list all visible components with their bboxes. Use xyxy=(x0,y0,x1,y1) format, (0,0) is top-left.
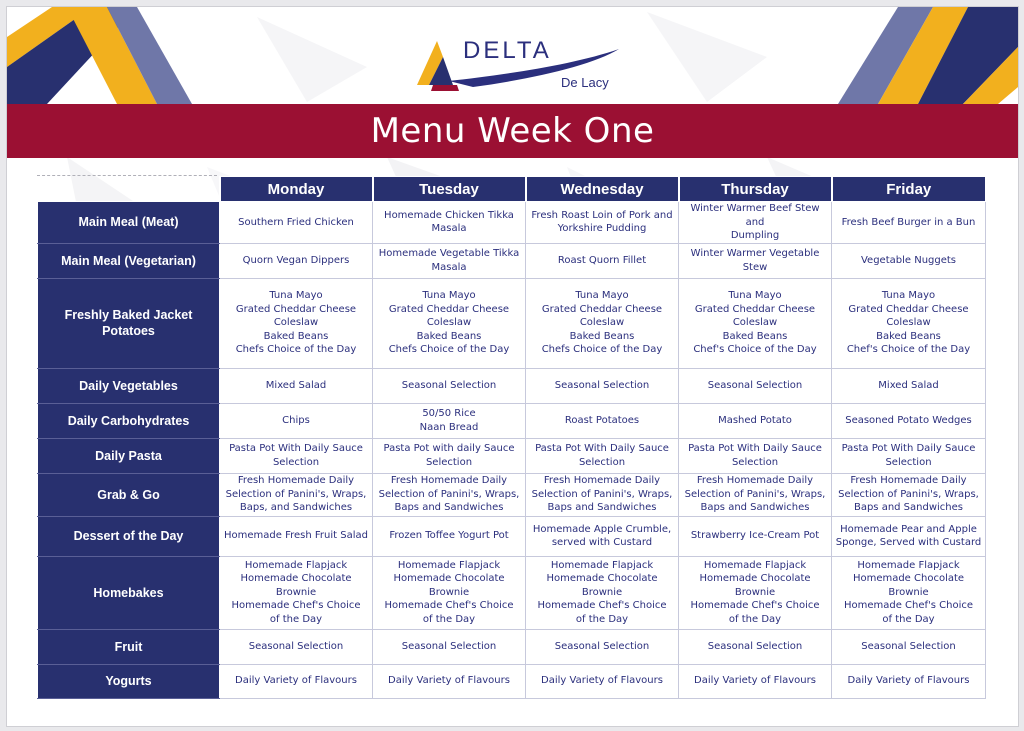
menu-cell: Pasta Pot With Daily Sauce Selection xyxy=(220,438,373,473)
table-row xyxy=(38,403,986,438)
menu-cell: Frozen Toffee Yogurt Pot xyxy=(373,516,526,556)
menu-cell: Seasonal Selection xyxy=(220,629,373,664)
menu-cell: Homemade Chicken Tikka Masala xyxy=(373,202,526,244)
row-label: Daily Pasta xyxy=(38,438,220,473)
table-row xyxy=(38,278,986,368)
menu-cell: Daily Variety of Flavours xyxy=(220,664,373,698)
menu-cell: Pasta Pot with daily Sauce Selection xyxy=(373,438,526,473)
row-label: Daily Vegetables xyxy=(38,368,220,403)
menu-cell: Daily Variety of Flavours xyxy=(679,664,832,698)
menu-cell: Fresh Beef Burger in a Bun xyxy=(832,202,986,244)
menu-cell: Tuna Mayo Grated Cheddar Cheese Coleslaw Baked Beans Chefs Choice of the Day xyxy=(526,278,679,368)
row-label: Freshly Baked Jacket Potatoes xyxy=(38,278,220,368)
menu-cell: Winter Warmer Beef Stew and Dumpling xyxy=(679,202,832,244)
table-row xyxy=(38,629,986,664)
menu-cell: Quorn Vegan Dippers xyxy=(220,243,373,278)
table-row xyxy=(38,556,986,629)
menu-table xyxy=(37,176,986,699)
row-label: Fruit xyxy=(38,629,220,664)
table-row xyxy=(38,243,986,278)
header-row xyxy=(38,177,986,202)
day-header: Tuesday xyxy=(373,177,526,202)
row-label: Daily Carbohydrates xyxy=(38,403,220,438)
title-banner xyxy=(7,104,1018,158)
menu-cell: 50/50 Rice Naan Bread xyxy=(373,403,526,438)
table-row xyxy=(38,516,986,556)
menu-cell: Homemade Flapjack Homemade Chocolate Brownie Homemade Chef's Choice of the Day xyxy=(220,556,373,629)
menu-cell: Roast Potatoes xyxy=(526,403,679,438)
menu-cell: Fresh Homemade Daily Selection of Panini's, Wraps, Baps and Sandwiches xyxy=(679,473,832,516)
row-label: Main Meal (Meat) xyxy=(38,202,220,244)
row-label: Dessert of the Day xyxy=(38,516,220,556)
menu-cell: Fresh Homemade Daily Selection of Panini's, Wraps, Baps, and Sandwiches xyxy=(220,473,373,516)
menu-cell: Mixed Salad xyxy=(220,368,373,403)
menu-cell: Homemade Fresh Fruit Salad xyxy=(220,516,373,556)
menu-cell: Fresh Roast Loin of Pork and Yorkshire Pudding xyxy=(526,202,679,244)
menu-cell: Fresh Homemade Daily Selection of Panini's, Wraps, Baps and Sandwiches xyxy=(526,473,679,516)
menu-cell: Homemade Apple Crumble, served with Custard xyxy=(526,516,679,556)
menu-cell: Mashed Potato xyxy=(679,403,832,438)
corner-decoration-right xyxy=(818,7,1018,107)
menu-cell: Pasta Pot With Daily Sauce Selection xyxy=(832,438,986,473)
menu-cell: Winter Warmer Vegetable Stew xyxy=(679,243,832,278)
day-header: Monday xyxy=(220,177,373,202)
logo-subtitle: De Lacy xyxy=(561,75,609,90)
table-row xyxy=(38,368,986,403)
day-header: Friday xyxy=(832,177,986,202)
menu-cell: Seasonal Selection xyxy=(679,368,832,403)
menu-cell: Homemade Flapjack Homemade Chocolate Brownie Homemade Chef's Choice of the Day xyxy=(679,556,832,629)
menu-cell: Tuna Mayo Grated Cheddar Cheese Coleslaw Baked Beans Chef's Choice of the Day xyxy=(679,278,832,368)
menu-cell: Vegetable Nuggets xyxy=(832,243,986,278)
menu-cell: Chips xyxy=(220,403,373,438)
menu-cell: Homemade Flapjack Homemade Chocolate Brownie Homemade Chef's Choice of the Day xyxy=(373,556,526,629)
menu-cell: Seasonal Selection xyxy=(373,368,526,403)
day-header: Thursday xyxy=(679,177,832,202)
menu-cell: Tuna Mayo Grated Cheddar Cheese Coleslaw Baked Beans Chefs Choice of the Day xyxy=(220,278,373,368)
row-label: Yogurts xyxy=(38,664,220,698)
menu-cell: Daily Variety of Flavours xyxy=(373,664,526,698)
menu-cell: Seasonal Selection xyxy=(832,629,986,664)
menu-cell: Homemade Vegetable Tikka Masala xyxy=(373,243,526,278)
menu-cell: Seasonal Selection xyxy=(373,629,526,664)
table-row xyxy=(38,202,986,244)
menu-cell: Seasonal Selection xyxy=(679,629,832,664)
menu-cell: Strawberry Ice-Cream Pot xyxy=(679,516,832,556)
menu-cell: Southern Fried Chicken xyxy=(220,202,373,244)
menu-cell: Seasoned Potato Wedges xyxy=(832,403,986,438)
table-row xyxy=(38,664,986,698)
menu-cell: Seasonal Selection xyxy=(526,629,679,664)
row-label: Main Meal (Vegetarian) xyxy=(38,243,220,278)
delta-de-lacy-logo xyxy=(413,35,623,95)
menu-cell: Pasta Pot With Daily Sauce Selection xyxy=(679,438,832,473)
menu-cell: Homemade Flapjack Homemade Chocolate Brownie Homemade Chef's Choice of the Day xyxy=(832,556,986,629)
menu-cell: Seasonal Selection xyxy=(526,368,679,403)
menu-cell: Fresh Homemade Daily Selection of Panini's, Wraps, Baps and Sandwiches xyxy=(373,473,526,516)
day-header: Wednesday xyxy=(526,177,679,202)
table-row xyxy=(38,473,986,516)
menu-cell: Pasta Pot With Daily Sauce Selection xyxy=(526,438,679,473)
logo-wordmark: DELTA xyxy=(463,37,552,64)
row-label: Homebakes xyxy=(38,556,220,629)
menu-cell: Homemade Pear and Apple Sponge, Served with Custard xyxy=(832,516,986,556)
menu-cell: Fresh Homemade Daily Selection of Panini's, Wraps, Baps and Sandwiches xyxy=(832,473,986,516)
menu-cell: Tuna Mayo Grated Cheddar Cheese Coleslaw Baked Beans Chefs Choice of the Day xyxy=(373,278,526,368)
corner-decoration-left xyxy=(7,7,207,107)
menu-cell: Mixed Salad xyxy=(832,368,986,403)
row-label: Grab & Go xyxy=(38,473,220,516)
menu-cell: Tuna Mayo Grated Cheddar Cheese Coleslaw Baked Beans Chef's Choice of the Day xyxy=(832,278,986,368)
menu-cell: Roast Quorn Fillet xyxy=(526,243,679,278)
menu-document xyxy=(6,6,1019,727)
page-title: Menu Week One xyxy=(370,111,655,151)
corner-cell xyxy=(38,177,220,202)
table-row xyxy=(38,438,986,473)
menu-cell: Daily Variety of Flavours xyxy=(526,664,679,698)
menu-cell: Homemade Flapjack Homemade Chocolate Brownie Homemade Chef's Choice of the Day xyxy=(526,556,679,629)
menu-cell: Daily Variety of Flavours xyxy=(832,664,986,698)
